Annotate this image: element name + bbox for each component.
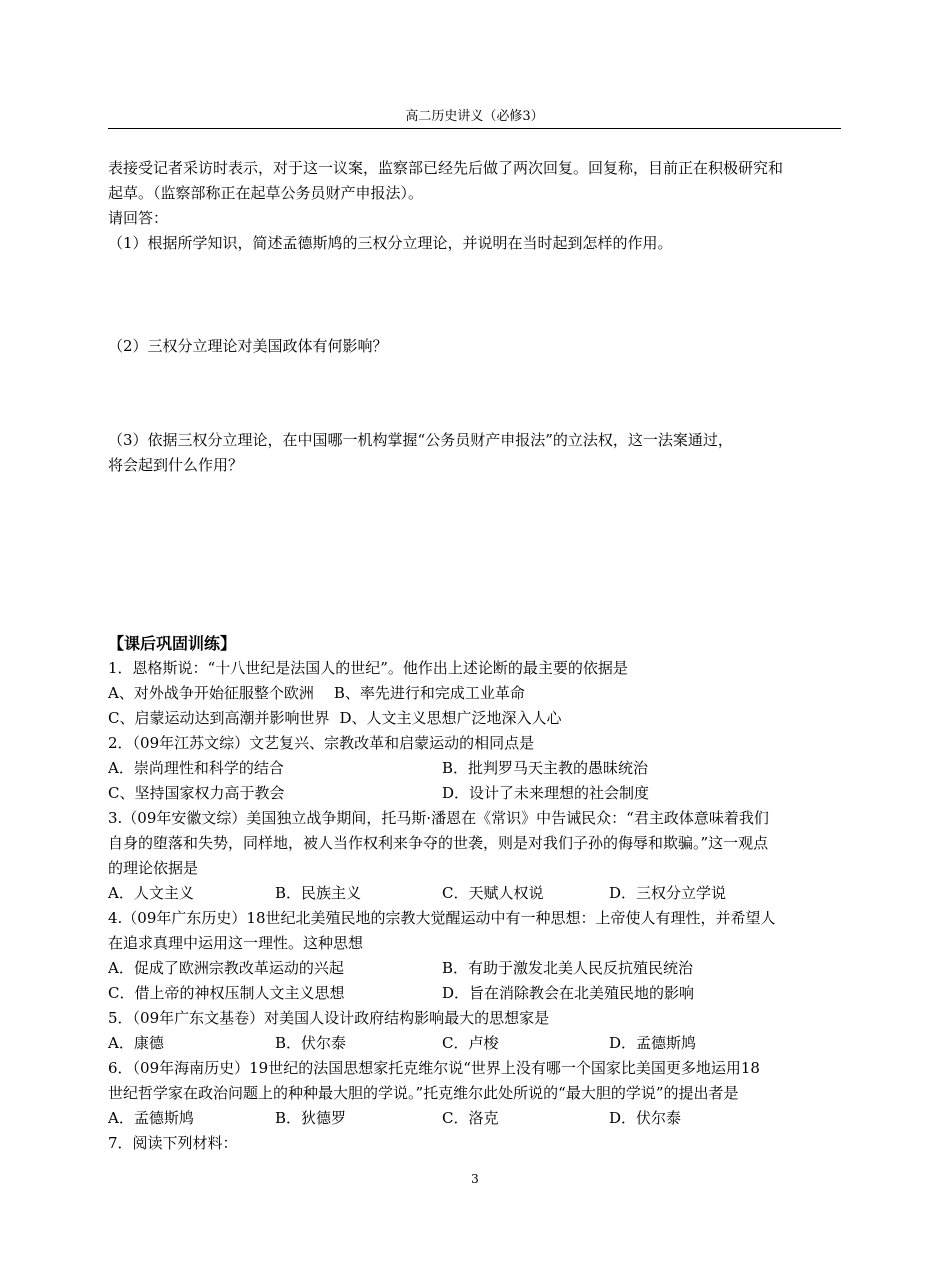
option-a: A．康德: [108, 1034, 164, 1052]
item-stem: 7．阅读下列材料：: [108, 1134, 238, 1152]
item-stem-line-3: 的理论依据是: [108, 859, 199, 877]
item-stem-line-1: 6．（09年海南历史）19世纪的法国思想家托克维尔说“世界上没有哪一个国家比美国更多地运用18: [108, 1059, 760, 1077]
answer-space-2: [108, 359, 848, 425]
answer-space-1: [108, 256, 848, 331]
page-content: [108, 156, 848, 1156]
option-a: A．人文主义: [108, 884, 194, 902]
item-stem: 2．（09年江苏文综）文艺复兴、宗教改革和启蒙运动的相同点是: [108, 734, 535, 752]
option-row: [108, 756, 848, 781]
page-number: 3: [471, 1172, 479, 1186]
item-stem-line-2: 在追求真理中运用这一理性。这种思想: [108, 934, 364, 952]
practice-item-4: [108, 906, 848, 1006]
practice-section-title: 【课后巩固训练】: [108, 634, 237, 653]
header-divider: [108, 128, 841, 129]
item-stem: 5．（09年广东文基卷）对美国人设计政府结构影响最大的思想家是: [108, 1009, 550, 1027]
option-row: [108, 781, 848, 806]
option-row: [108, 956, 848, 981]
practice-item-3: [108, 806, 848, 906]
option-d: D．旨在消除教会在北美殖民地的影响: [442, 984, 695, 1002]
option-row: [108, 681, 848, 706]
option-c: C．借上帝的神权压制人文主义思想: [108, 984, 345, 1002]
option-row: [108, 881, 848, 906]
practice-item-1: [108, 656, 848, 731]
option-row: [108, 1031, 848, 1056]
option-a: A．孟德斯鸠: [108, 1109, 194, 1127]
intro-line-1: 表接受记者采访时表示，对于这一议案，监察部已经先后做了两次回复。回复称，目前正在积极研究和: [108, 159, 784, 177]
item-stem-line-1: 4.（09年广东历史）18世纪北美殖民地的宗教大觉醒运动中有一种思想：上帝使人有理性，并希望人: [108, 909, 776, 927]
answer-space-3: [108, 478, 848, 628]
option-row: [108, 1106, 848, 1131]
practice-item-6: [108, 1056, 848, 1131]
item-stem-line-2: 自身的堕落和失势，同样地，被人当作权利来争夺的世袭，则是对我们子孙的侮辱和欺骗。”这一观点: [108, 834, 769, 852]
option-b: B、率先进行和完成工业革命: [333, 684, 525, 702]
option-a: A、对外战争开始征服整个欧洲: [108, 684, 314, 702]
option-c: C、坚持国家权力高于教会: [108, 784, 285, 802]
practice-item-2: [108, 731, 848, 806]
question-3-line-2: 将会起到什么作用？: [108, 456, 244, 474]
option-c: C．洛克: [442, 1109, 499, 1127]
option-a: A．促成了欧洲宗教改革运动的兴起: [108, 959, 344, 977]
option-c: C、启蒙运动达到高潮并影响世界: [108, 709, 330, 727]
option-d: D、人文主义思想广泛地深入人心: [339, 709, 562, 727]
practice-item-5: [108, 1006, 848, 1056]
option-b: B．狄德罗: [275, 1109, 347, 1127]
option-d: D．孟德斯鸠: [609, 1034, 697, 1052]
question-1: （1）根据所学知识，简述孟德斯鸠的三权分立理论，并说明在当时起到怎样的作用。: [108, 234, 673, 252]
option-row: [108, 981, 848, 1006]
option-d: D．伏尔泰: [609, 1109, 682, 1127]
option-c: C．天赋人权说: [442, 884, 544, 902]
page-header-title: 高二历史讲义（必修3）: [405, 109, 544, 124]
item-stem: 1．恩格斯说：“十八世纪是法国人的世纪”。他作出上述论断的最主要的依据是: [108, 659, 628, 677]
question-2: （2）三权分立理论对美国政体有何影响？: [108, 337, 388, 355]
item-stem-line-2: 世纪哲学家在政治问题上的种种最大胆的学说。”托克维尔此处所说的“最大胆的学说”的提出者是: [108, 1084, 739, 1102]
intro-line-2: 起草。（监察部称正在起草公务员财产申报法）。: [108, 184, 424, 202]
option-row: [108, 706, 848, 731]
item-stem-line-1: 3.（09年安徽文综）美国独立战争期间，托马斯·潘恩在《常识》中告诫民众：“君主政体意味着我们: [108, 809, 769, 827]
option-b: B．伏尔泰: [275, 1034, 347, 1052]
option-b: B．批判罗马天主教的愚昧统治: [442, 759, 649, 777]
option-b: B．民族主义: [275, 884, 362, 902]
option-a: A．崇尚理性和科学的结合: [108, 759, 284, 777]
option-d: D．三权分立学说: [609, 884, 727, 902]
intro-prompt: 请回答：: [108, 209, 169, 227]
option-c: C．卢梭: [442, 1034, 499, 1052]
option-b: B．有助于激发北美人民反抗殖民统治: [442, 959, 694, 977]
practice-item-7: [108, 1131, 848, 1156]
option-d: D．设计了未来理想的社会制度: [442, 784, 650, 802]
question-3-line-1: （3）依据三权分立理论，在中国哪一机构掌握“公务员财产申报法”的立法权，这一法案通过，: [108, 431, 733, 449]
